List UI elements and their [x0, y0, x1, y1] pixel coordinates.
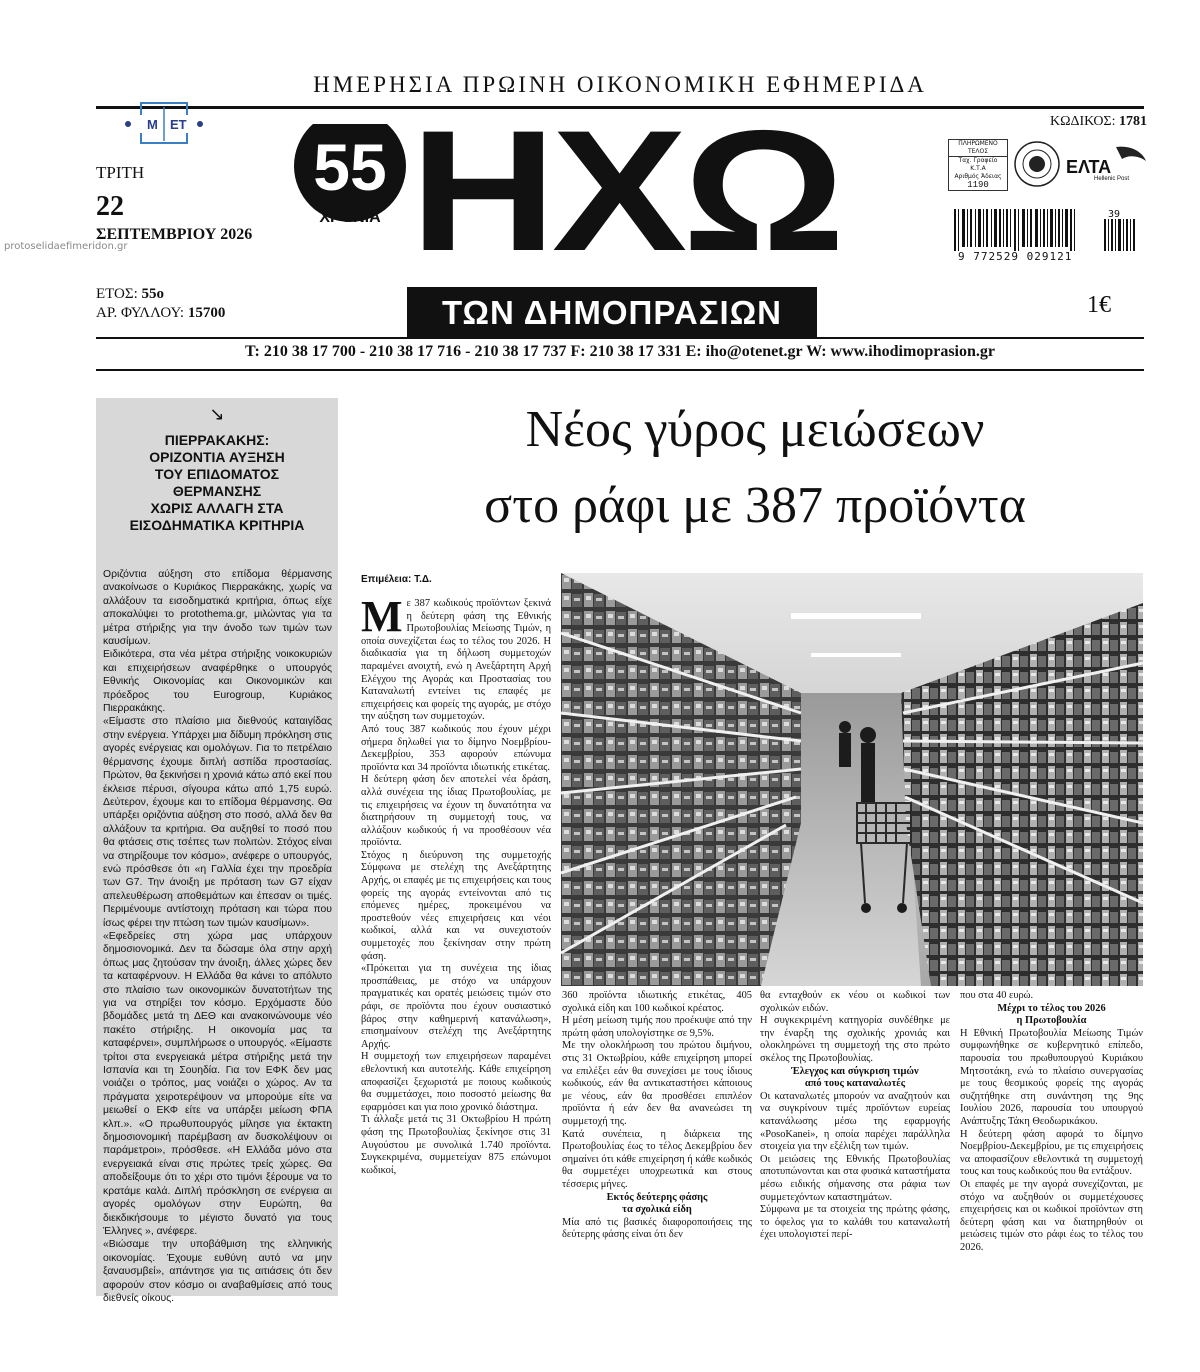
met-logo	[125, 101, 203, 149]
elta-text: ΕΛΤΑ	[1066, 157, 1112, 177]
article-paragraph: Οι καταναλωτές μπορούν να αναζητούν και να συγκρίνουν τιμές προϊόντων ευρείας κατανάλωσης μέσω της εφαρμογής «PosoKanei», η οποία παρέχει παράλληλα στοιχεία για την εξέλιξη των τιμών.	[760, 1090, 950, 1153]
article-paragraph: Η μέση μείωση τιμής που προέκυψε από την πρώτη φάση υπολογίστηκε σε 9,5%.	[562, 1015, 752, 1039]
newspaper-tagline: ΗΜΕΡΗΣΙΑ ΠΡΩΙΝΗ ΟΙΚΟΝΟΜΙΚΗ ΕΦΗΜΕΡΙΔΑ	[313, 72, 927, 97]
drop-cap: Μ	[361, 592, 403, 641]
headline-line: Νέος γύρος μειώσεων	[525, 401, 985, 458]
article-paragraph: Από τους 387 κωδικούς που έχουν μέχρι σήμερα δηλωθεί για το δίμηνο Νοεμβρίου-Δεκεμβρίου, 353 αφορούν επώνυμα προϊόντα και 34 προϊόντα ιδιωτικής ετικέτας.	[361, 723, 551, 773]
stamp-line: 1190	[967, 180, 989, 190]
article-paragraph: Η Εθνική Πρωτοβουλία Μείωσης Τιμών συμφωνήθηκε σε κυβερνητικό επίπεδο, παρουσία του πρωθυπουργού Κυριάκου Μητσοτάκη, ενώ το πλαίσιο συνεργασίας με τους θεσμικούς φορείς της αγοράς συζητήθηκε στη συνάντηση της 9ης Ιουλίου 2026, παρουσία του υπουργού Ανάπτυξης Τάκη Θεοδωρικάκου.	[960, 1027, 1143, 1127]
article-paragraph: Σύμφωνα με τα στοιχεία της πρώτης φάσης, το όφελος για το καλάθι του καταναλωτή έχει υπολογιστεί περί-	[760, 1204, 950, 1241]
article-subheading: Μέχρι το τέλος του 2026	[997, 1002, 1106, 1014]
masthead-bottom-rule	[96, 369, 1144, 371]
kodikos-label: ΚΩΔΙΚΟΣ:	[1050, 114, 1119, 129]
stamp-line: Αριθμός Άδειας	[954, 173, 1002, 180]
contact-line: T: 210 38 17 700 - 210 38 17 716 - 210 38 17 737 F: 210 38 17 331 E: iho@otenet.gr W: www.ihodimoprasion.gr	[245, 343, 995, 360]
kodikos-value: 1781	[1118, 114, 1147, 129]
issue-month-year: ΣΕΠΤΕΜΒΡΙΟΥ 2026	[96, 226, 253, 243]
kodikos	[1050, 114, 1147, 130]
anniversary-number: 55	[313, 130, 387, 204]
etos-line	[96, 285, 225, 304]
article-paragraph: 360 προϊόντα ιδιωτικής ετικέτας, 405 σχολικά είδη και 100 κωδικοί κρέατος.	[562, 990, 752, 1014]
article-subheading: από τους καταναλωτές	[804, 1078, 906, 1090]
article-paragraph: Οι μειώσεις της Εθνικής Πρωτοβουλίας αποτυπώνονται και στα φυσικά καταστήματα μέσω ειδικής σήμανσης στα ράφια των συμμετεχόντων καταστημάτων.	[760, 1153, 950, 1203]
article-column-4	[960, 990, 1143, 1254]
sidebar-body	[103, 568, 332, 1305]
price: 1€	[1087, 292, 1111, 318]
article-paragraph: Με την ολοκλήρωση του πρώτου διμήνου, στις 31 Οκτωβρίου, κάθε επιχείρηση μπορεί να επιλέξει εάν θα συνεχίσει με τους ίδιους κωδικούς, εάν θα αντικαταστήσει κάποιους με νέους, εάν θα προσθέσει επιπλέον προϊόντα ή εάν δεν θα ανανεώσει τη συμμετοχή της.	[562, 1040, 752, 1127]
article-column-1	[361, 592, 551, 1177]
article-column-3	[760, 990, 950, 1242]
anniversary-badge	[292, 124, 410, 228]
issue-info	[96, 285, 225, 323]
stamp-line: Ταχ. Γραφείο	[958, 157, 998, 164]
newspaper-title: ΗΧΩ	[410, 95, 841, 287]
article-paragraph: Μία από τις βασικές διαφοροποιήσεις της δεύτερης φάσης είναι ότι δεν	[562, 1216, 752, 1241]
article-paragraph: θα ενταχθούν εκ νέου οι κωδικοί των σχολικών ειδών.	[760, 990, 950, 1014]
sidebar-title-line: ΠΙΕΡΡΑΚΑΚΗΣ:	[164, 432, 270, 448]
sidebar-title-line: ΧΩΡΙΣ ΑΛΛΑΓΗ ΣΤΑ	[150, 500, 284, 516]
article-paragraph: Τι άλλαξε μετά τις 31 Οκτωβρίου Η πρώτη φάση της Πρωτοβουλίας ξεκίνησε στις 31 Αυγούστου με συνολικά 1.740 προϊόντα. Συγκεκριμένα, συμμετείχαν 875 επώνυμοι κωδικοί,	[361, 1114, 551, 1176]
byline: Επιμέλεια: Τ.Δ.	[361, 574, 432, 585]
sidebar-paragraph: Οριζόντια αύξηση στο επίδομα θέρμανσης ανακοίνωσε ο Κυριάκος Πιερρακάκης, χωρίς να αλλάξουν τα εισοδηματικά κριτήρια, όπως είχε αποκαλύψει το protothema.gr, μιλώντας για τα μέτρα στήριξης για την άνοδο των τιμών των καυσίμων.	[103, 569, 332, 648]
fyllo-value: 15700	[187, 305, 226, 321]
sidebar-title	[96, 432, 338, 534]
met-logo-right-text: ΕΤ	[170, 117, 187, 132]
headline-line: στο ράφι με 387 προϊόντα	[484, 477, 1026, 534]
issue-day-name: ΤΡΙΤΗ	[96, 163, 145, 182]
article-subheading: η Πρωτοβουλία	[1016, 1015, 1087, 1027]
sidebar-paragraph: Ειδικότερα, στα νέα μέτρα στήριξης νοικοκυριών και επιχειρήσεων αναφέρθηκε ο υπουργός Εθνικής Οικονομίας και Οικονομικών και πρόεδρος του Eurogroup, Κυριάκος Πιερρακάκης.	[103, 649, 332, 715]
sidebar-paragraph: «Είμαστε στο πλαίσιο μια διεθνούς καταιγίδας στην ενέργεια. Υπάρχει μια δίδυμη πρόκληση στις αγορές ενέργειας και ομολόγων. Για το πετρέλαιο θέρμανσης έχουμε διπλή ασπίδα προστασίας. Πρώτον, θα ξεκινήσει η χρονιά κάτω από εκεί που έκλεισε πέρυσι, σίγουρα κάτω από 1,75 ευρώ. Δεύτερον, έχουμε και το επίδομα θέρμανσης. Θα υπάρξει οριζόντια αύξηση στο ποσό, αλλά δεν θα αλλάξουν τα κριτήρια. Θα αυξηθεί το ποσό που θα φτάσεις στις τσέπες των πολιτών. Στόχος είναι να στηρίξουμε τον κόσμο», ανέφερε ο υπουργός, ενώ πρόσθεσε ότι «η Γαλλία έχει την προεδρία των G7. Την άνοιξη με πρόταση των G7 είχαν απελευθέρωση αποθεμάτων και έπεσαν οι τιμές. Περιμένουμε αντίστοιχη πρόταση και τώρα που ίσως φέρει την πτώση των τιμών καυσίμων».	[103, 716, 332, 929]
arrow-icon: ↘	[209, 404, 225, 425]
article-subheading: τα σχολικά είδη	[622, 1204, 692, 1216]
article-column-2	[562, 990, 752, 1242]
article-paragraph: Στόχος η διεύρυνση της συμμετοχής Σύμφωνα με στελέχη της Ανεξάρτητης Αρχής, οι επαφές με τις επιχειρήσεις και τους φορείς της αγοράς εντείνονται από τις επόμενες ημέρες, προκειμένου να προστεθούν νέες επιχειρήσεις και νέοι κωδικοί, αλλά και να συνεχιστούν συμμετοχές που ξεκίνησαν στην πρώτη φάση.	[361, 849, 551, 962]
sidebar-title-line: ΕΙΣΟΔΗΜΑΤΙΚΑ ΚΡΙΤΗΡΙΑ	[129, 517, 305, 533]
met-logo-left-text: Μ	[147, 117, 158, 132]
barcode-addon-number: 39	[1108, 209, 1121, 220]
article-paragraph: ε 387 κωδικούς προϊόντων ξεκινά η δεύτερη φάση της Εθνικής Πρωτοβουλίας Μείωσης Τιμών, η οποία συνεχίζεται έως το τέλος του 2026. Η διαδικασία για τη δήλωση συμμετοχών παραμένει ανοιχτή, ενώ η Ανεξάρτητη Αρχή Ελέγχου της Αγοράς και Προστασίας του Καταναλωτή εντείνει τις επαφές με επιχειρήσεις και φορείς της αγοράς, με στόχο την αύξηση των συμμετοχών.	[361, 598, 551, 723]
elta-subtext: Hellenic Post	[1094, 176, 1130, 182]
watermark: protoselidaefimeridon.gr	[4, 241, 128, 252]
paid-postage-stamp	[948, 139, 1008, 191]
article-paragraph: Κατά συνέπεια, η διάρκεια της Πρωτοβουλίας έως το τέλος Δεκεμβρίου δεν σημαίνει ότι κάθε επιχείρηση ή κάθε κωδικός θα συμμετέχει υποχρεωτικά και στους τέσσερις μήνες.	[562, 1128, 752, 1190]
fyllo-line	[96, 304, 225, 323]
article-paragraph: «Πρόκειται για τη συνέχεια της ίδιας προσπάθειας, με στόχο να υπάρχουν πραγματικές και ορατές μειώσεις τιμών στο ράφι, σε προϊόντα που έχουν ουσιαστικό βάρος στην καθημερινή κατανάλωση», επισημαίνουν στελέχη της Ανεξάρτητης Αρχής.	[361, 963, 551, 1050]
etos-value: 55ο	[141, 286, 165, 302]
article-paragraph: Η δεύτερη φάση αφορά το δίμηνο Νοεμβρίου-Δεκεμβρίου, με τις επιχειρήσεις να αποφασίζουν εθελοντικά τη συμμετοχή τους και τους κωδικούς που θα εντάξουν.	[960, 1128, 1143, 1178]
barcode-number: 9 772529 029121	[958, 250, 1073, 263]
article-subheading: Έλεγχος και σύγκριση τιμών	[791, 1065, 919, 1077]
article-subheading: Εκτός δεύτερης φάσης	[606, 1191, 708, 1203]
article-paragraph: που στα 40 ευρώ.	[960, 990, 1034, 1001]
etos-label: ΕΤΟΣ:	[96, 286, 142, 302]
article-paragraph: Η συμμετοχή των επιχειρήσεων παραμένει εθελοντική και αυτοτελής. Κάθε επιχείρηση αποφασίζει ξεχωριστά με ποιους κωδικούς θα συμμετάσχει, ποιο ποσοστό μείωσης θα εφαρμόσει και για ποιο χρονικό διάστημα.	[361, 1051, 551, 1113]
main-headline	[360, 392, 1150, 544]
sidebar-paragraph: «Εφεδρείες στη χώρα μας υπάρχουν δημοσιονομικά. Δεν τα δώσαμε όλα στην αρχή όπως μας ζητούσαν την άνοιξη, άλλες χώρες δεν τα καταφέρνουν. Η Ελλάδα θα κάνει το απόλυτο στο πλαίσιο των οικονομικών δυνατοτήτων της για να στηρίξει τον κόσμο. Ερχόμαστε δύο βδομάδες μετά τη ΔΕΘ και ανακοινώνουμε νέο πακέτο στήριξης. Η οικονομία μας τα καταφέρνει», συμπλήρωσε ο υπουργός. «Είμαστε τρίτοι στα ενεργειακά μέτρα στήριξης μετά την Ισπανία και τη Σουηδία. Για τον ΕΦΚ δεν μας νοιάζει ο τρόπος, μας νοιάζει ο χώρος. Αν τα πράγματα χειροτερέψουν να μπορούμε είτε να μειωθεί ο ΕΚΦ είτε να υπάρξει μείωση ΦΠΑ κλπ.». «Ο πρωθυπουργός μίλησε για έκτακτη δημοσιονομική παρέμβαση αν δυσκολέψουν οι παράμετροι», πρόσθεσε. «Η Ελλάδα μόνο στα ενεργειακά είναι στις πρώτες τρείς χώρες. Θα αποδείξουμε ότι το χέρι στο τιμόνι ξέρουμε να το κρατάμε καλά. Διπλή πρόσκληση σε ενέργεια αι αγορές ομολόγων στην Ευρώπη, θα διεκδικήσουμε το μέγιστο δυνατό για τους Έλληνες », ανέφερε.	[103, 930, 332, 1237]
stamp-line: Κ.Τ.Α	[970, 165, 986, 172]
masthead-mid-rule	[96, 337, 1144, 339]
sidebar-title-line: ΤΟΥ ΕΠΙΔΟΜΑΤΟΣ	[154, 466, 280, 482]
anniversary-word: ΧΡΟΝΙΑ	[319, 209, 381, 226]
sidebar-title-line: ΟΡΙΖΟΝΤΙΑ ΑΥΞΗΣΗ	[149, 449, 285, 465]
stamp-line: ΠΛΗΡΩΜΕΝΟ ΤΕΛΟΣ	[949, 140, 1007, 157]
article-paragraph: Οι επαφές με την αγορά συνεχίζονται, με στόχο να αυξηθούν οι συμμετέχουσες επιχειρήσεις και οι κωδικοί προϊόντων στη δεύτερη φάση και να διατηρηθούν οι μειώσεις τιμών στο ράφι έως το τέλος του 2026.	[960, 1178, 1143, 1253]
article-paragraph: Η δεύτερη φάση δεν αποτελεί νέα δράση, αλλά συνέχεια της ίδιας Πρωτοβουλίας, με τις επιχειρήσεις να έχουν τη δυνατότητα να διατηρήσουν τη συμμετοχή τους, να αλλάξουν κωδικούς ή να προσθέσουν νέα προϊόντα.	[361, 774, 551, 849]
sidebar-paragraph: «Βιώσαμε την υποβάθμιση της ελληνικής οικονομίας. Έχουμε ευθύνη αυτό να μην ξαναυσμβεί», απάντησε για τις αιτιάσεις ότι δεν αφορούν στον κόσμο οι αναβαθμίσεις από τους διεθνείς οίκους.	[103, 1239, 332, 1304]
fyllo-label: ΑΡ. ΦΥΛΛΟΥ:	[96, 305, 188, 321]
elta-logo	[1064, 143, 1150, 185]
newspaper-subtitle: ΤΩΝ ΔΗΜΟΠΡΑΣΙΩΝ	[407, 287, 817, 339]
issue-day-number: 22	[96, 191, 124, 222]
sidebar-title-line: ΘΕΡΜΑΝΣΗΣ	[172, 483, 262, 499]
article-paragraph: Η συγκεκριμένη κατηγορία συνδέθηκε με την έναρξη της σχολικής χρονιάς και ολοκληρώνει τη συμμετοχή της στο πρώτο σκέλος της Πρωτοβουλίας.	[760, 1015, 950, 1064]
round-seal-icon	[1013, 140, 1061, 188]
supermarket-aisle-photo	[561, 573, 1143, 986]
